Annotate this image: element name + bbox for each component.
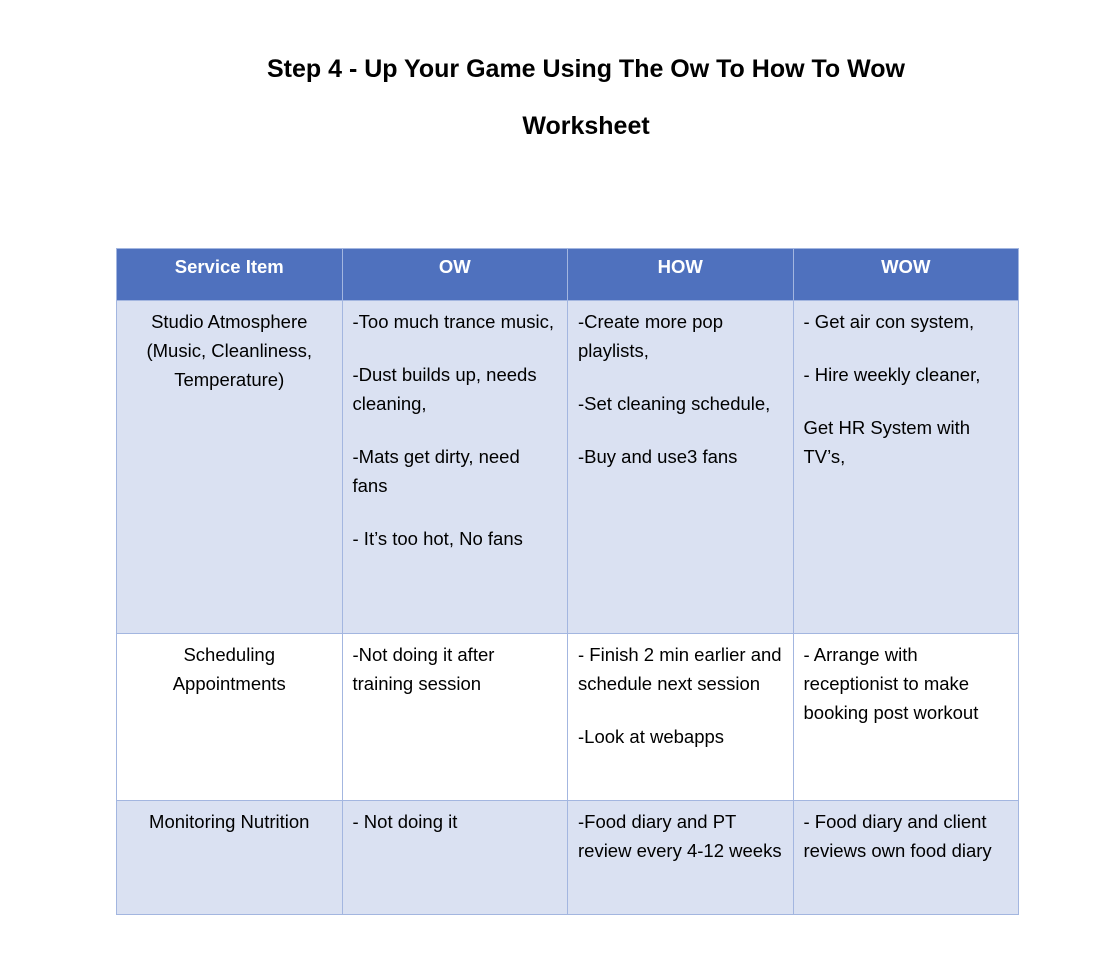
table-header-row xyxy=(117,249,1019,301)
wow-entry: Get HR System with TV’s, xyxy=(803,417,971,467)
header-wow: WOW xyxy=(793,249,1019,301)
service-item-text: Scheduling Appointments xyxy=(172,644,286,694)
service-item-cell xyxy=(117,634,343,801)
wow-entry: - Get air con system, xyxy=(803,311,975,332)
how-cell xyxy=(568,301,794,634)
wow-cell xyxy=(793,801,1019,915)
table-row xyxy=(117,301,1019,634)
ow-entry: -Too much trance music, xyxy=(352,311,555,332)
page-title-line2: Worksheet xyxy=(522,112,650,140)
wow-cell xyxy=(793,634,1019,801)
service-item-text: Studio Atmosphere (Music, Cleanliness, Temperature) xyxy=(146,311,313,390)
how-entry: -Look at webapps xyxy=(578,726,725,747)
service-item-text: Monitoring Nutrition xyxy=(149,811,310,832)
ow-entry: -Not doing it after training session xyxy=(352,644,495,694)
service-item-cell xyxy=(117,801,343,915)
header-service-item: Service Item xyxy=(117,249,343,301)
how-entry: -Buy and use3 fans xyxy=(578,446,738,467)
ow-entry: - Not doing it xyxy=(352,811,458,832)
ow-entry: -Dust builds up, needs cleaning, xyxy=(352,364,537,414)
header-how: HOW xyxy=(568,249,794,301)
how-entry: - Finish 2 min earlier and schedule next session xyxy=(578,644,782,694)
ow-cell xyxy=(342,301,568,634)
ow-cell xyxy=(342,801,568,915)
how-cell xyxy=(568,634,794,801)
page-title: Step 4 - Up Your Game Using The Ow To How To Wow xyxy=(267,55,905,83)
wow-cell xyxy=(793,301,1019,634)
how-entry: -Create more pop playlists, xyxy=(578,311,723,361)
ow-cell xyxy=(342,634,568,801)
service-item-cell xyxy=(117,301,343,634)
table-row xyxy=(117,801,1019,915)
wow-entry: - Arrange with receptionist to make booking post workout xyxy=(803,644,979,723)
wow-entry: - Hire weekly cleaner, xyxy=(803,364,981,385)
table-row xyxy=(117,634,1019,801)
how-entry: -Food diary and PT review every 4-12 weeks xyxy=(578,811,782,861)
ow-entry: - It’s too hot, No fans xyxy=(352,528,523,549)
header-ow: OW xyxy=(342,249,568,301)
wow-entry: - Food diary and client reviews own food diary xyxy=(803,811,992,861)
ow-entry: -Mats get dirty, need fans xyxy=(352,446,520,496)
worksheet-table xyxy=(116,248,1019,915)
how-entry: -Set cleaning schedule, xyxy=(578,393,771,414)
how-cell xyxy=(568,801,794,915)
